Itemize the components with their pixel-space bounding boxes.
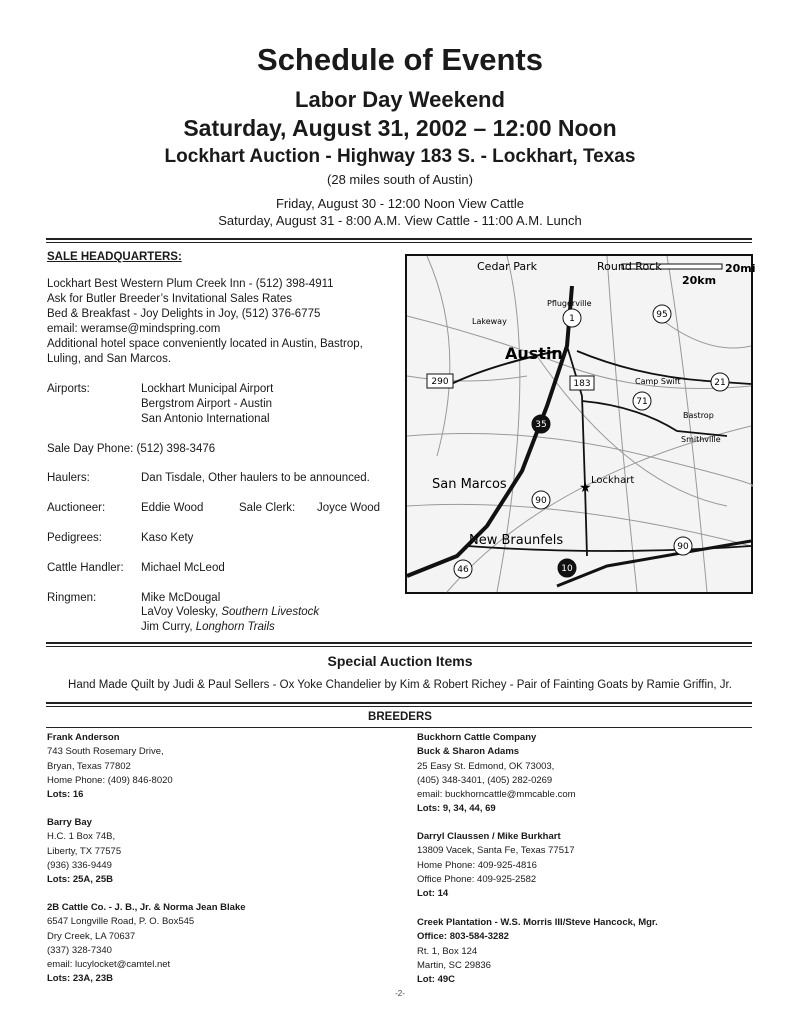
hq-heading: SALE HEADQUARTERS: [47, 251, 182, 263]
map-label-san-marcos: San Marcos [432, 477, 507, 492]
airport-item: Lockhart Municipal Airport [141, 383, 274, 395]
breeder-line: Home Phone: (409) 846-8020 [47, 774, 173, 786]
breeder-entry [417, 731, 576, 817]
breeder-name: 2B Cattle Co. - J. B., Jr. & Norma Jean Blake [47, 902, 246, 913]
breeder-name: Buckhorn Cattle Company [417, 732, 537, 743]
event-date: Saturday, August 31, 2002 – 12:00 Noon [183, 115, 617, 141]
map-label-austin: Austin [505, 344, 563, 363]
breeder-line: H.C. 1 Box 74B, [47, 831, 116, 843]
highway-shield: 71 [636, 397, 648, 407]
ringman-name: Jim Curry, [141, 621, 193, 633]
breeder-contact: Buck & Sharon Adams [417, 746, 520, 758]
hq-line: Luling, and San Marcos. [47, 353, 172, 365]
ringman-item: Mike McDougal [141, 592, 221, 604]
breeder-line: 13809 Vacek, Santa Fe, Texas 77517 [417, 845, 575, 857]
special-text: Hand Made Quilt by Judi & Paul Sellers - Ox Yoke Chandelier by Kim & Robert Richey - Pair of Fainting Goats by Ramie Griffin, Jr. [68, 679, 732, 691]
highway-shield: 1 [569, 314, 575, 324]
cattle-handler-label: Cattle Handler: [47, 562, 124, 574]
hq-line: Lockhart Best Western Plum Creek Inn - (512) 398-4911 [47, 278, 334, 290]
page-number: -2- [395, 989, 405, 998]
breeder-name: Barry Bay [47, 817, 92, 828]
breeder-email: email: buckhorncattle@mmcable.com [417, 789, 576, 801]
event-location: Lockhart Auction - Highway 183 S. - Lockhart, Texas [164, 146, 636, 167]
map-label-lakeway: Lakeway [472, 317, 507, 326]
divider-breeders-under [46, 727, 752, 728]
ringman-item [141, 621, 275, 633]
highway-shield: 290 [431, 377, 449, 387]
sale-day-phone: Sale Day Phone: (512) 398-3476 [47, 443, 216, 455]
breeder-name: Frank Anderson [47, 732, 120, 743]
breeder-lots: Lot: 14 [417, 888, 449, 900]
pedigrees-value: Kaso Kety [141, 532, 194, 544]
map-label-lockhart: Lockhart [591, 475, 635, 486]
map-label-smithville: Smithville [681, 435, 721, 444]
breeder-line: Dry Creek, LA 70637 [47, 930, 136, 942]
event-subtitle: Labor Day Weekend [295, 87, 505, 112]
breeder-lots: Lots: 9, 34, 44, 69 [417, 803, 496, 815]
lockhart-star-icon: ★ [579, 480, 592, 496]
breeder-name: Creek Plantation - W.S. Morris III/Steve Hancock, Mgr. [417, 917, 658, 928]
ringman-item [141, 606, 319, 618]
scale-km-label: 20km [682, 274, 717, 287]
breeder-line: Rt. 1, Box 124 [417, 945, 478, 957]
breeder-line: Bryan, Texas 77802 [47, 760, 131, 772]
map-svg [407, 256, 756, 592]
map-label-cedar-park: Cedar Park [477, 260, 537, 273]
breeder-line: 25 Easy St. Edmond, OK 73003, [417, 760, 555, 772]
breeder-lots: Lots: 16 [47, 789, 84, 801]
breeder-entry [47, 731, 173, 802]
breeder-line: (337) 328-7340 [47, 944, 112, 956]
breeder-line: Office Phone: 409-925-2582 [417, 873, 537, 885]
hq-email: email: weramse@mindspring.com [47, 323, 221, 335]
hq-line: Ask for Butler Breeder’s Invitational Sales Rates [47, 293, 293, 305]
ringman-org: Longhorn Trails [195, 621, 275, 633]
ringmen-label: Ringmen: [47, 592, 97, 604]
highway-shield: 183 [573, 379, 591, 389]
schedule-block [0, 195, 800, 229]
hq-line: Additional hotel space conveniently located in Austin, Bastrop, [47, 338, 363, 350]
scale-mi-label: 20mi [725, 262, 756, 275]
breeder-contact: Office: 803-584-3282 [417, 931, 509, 943]
event-distance: (28 miles south of Austin) [327, 172, 473, 187]
breeder-entry [47, 816, 121, 887]
airport-item: San Antonio International [141, 413, 270, 425]
divider-special [46, 642, 752, 647]
highway-shield: 35 [535, 420, 547, 430]
highway-shield: 90 [677, 542, 689, 552]
breeder-name: Darryl Claussen / Mike Burkhart [417, 831, 561, 842]
breeder-email: email: lucylocket@camtel.net [47, 959, 171, 971]
divider-breeders [46, 702, 752, 707]
breeder-line: 6547 Longville Road, P. O. Box545 [47, 916, 195, 928]
breeder-line: Martin, SC 29836 [417, 959, 491, 971]
auctioneer-value: Eddie Wood [141, 502, 204, 514]
haulers-label: Haulers: [47, 472, 90, 484]
page-title: Schedule of Events [257, 42, 543, 77]
highway-shield: 95 [656, 310, 668, 320]
breeder-entry [47, 901, 246, 987]
breeder-line: (405) 348-3401, (405) 282-0269 [417, 774, 553, 786]
airport-item: Bergstrom Airport - Austin [141, 398, 273, 410]
hq-line: Bed & Breakfast - Joy Delights in Joy, (512) 376-6775 [47, 308, 321, 320]
breeder-lots: Lots: 25A, 25B [47, 874, 113, 886]
ringman-name: LaVoy Volesky, [141, 606, 219, 618]
map-label-round-rock: Round Rock [597, 260, 662, 273]
breeder-line: Home Phone: 409-925-4816 [417, 859, 537, 871]
breeder-entry [417, 830, 575, 901]
map-label-pflugerville: Pflugerville [547, 299, 592, 308]
breeder-lots: Lot: 49C [417, 974, 455, 986]
sale-clerk-label: Sale Clerk: [239, 502, 296, 514]
map-label-camp-swift: Camp Swift [635, 377, 681, 386]
highway-shield: 10 [561, 564, 573, 574]
pedigrees-label: Pedigrees: [47, 532, 102, 544]
area-map [405, 254, 756, 594]
haulers-value: Dan Tisdale, Other haulers to be announced. [141, 472, 370, 484]
breeder-line: 743 South Rosemary Drive, [47, 746, 164, 758]
breeders-heading: BREEDERS [368, 711, 432, 723]
highway-shield: 46 [457, 565, 469, 575]
highway-shield: 21 [714, 378, 726, 388]
ringman-org: Southern Livestock [221, 606, 320, 618]
sale-clerk-value: Joyce Wood [317, 502, 381, 514]
highway-shield: 90 [535, 496, 547, 506]
cattle-handler-value: Michael McLeod [141, 562, 225, 574]
breeder-line: (936) 336-9449 [47, 859, 112, 871]
divider-top [46, 238, 752, 243]
map-label-new-braunfels: New Braunfels [469, 533, 564, 548]
breeder-lots: Lots: 23A, 23B [47, 973, 113, 985]
airports-label: Airports: [47, 383, 90, 395]
schedule-friday: Friday, August 30 - 12:00 Noon View Cattle [275, 196, 525, 211]
schedule-saturday: Saturday, August 31 - 8:00 A.M. View Cattle - 11:00 A.M. Lunch [218, 213, 582, 228]
special-heading: Special Auction Items [327, 653, 473, 669]
auctioneer-label: Auctioneer: [47, 502, 106, 514]
breeder-entry [417, 916, 658, 987]
breeder-line: Liberty, TX 77575 [47, 845, 122, 857]
map-label-bastrop: Bastrop [683, 411, 714, 420]
